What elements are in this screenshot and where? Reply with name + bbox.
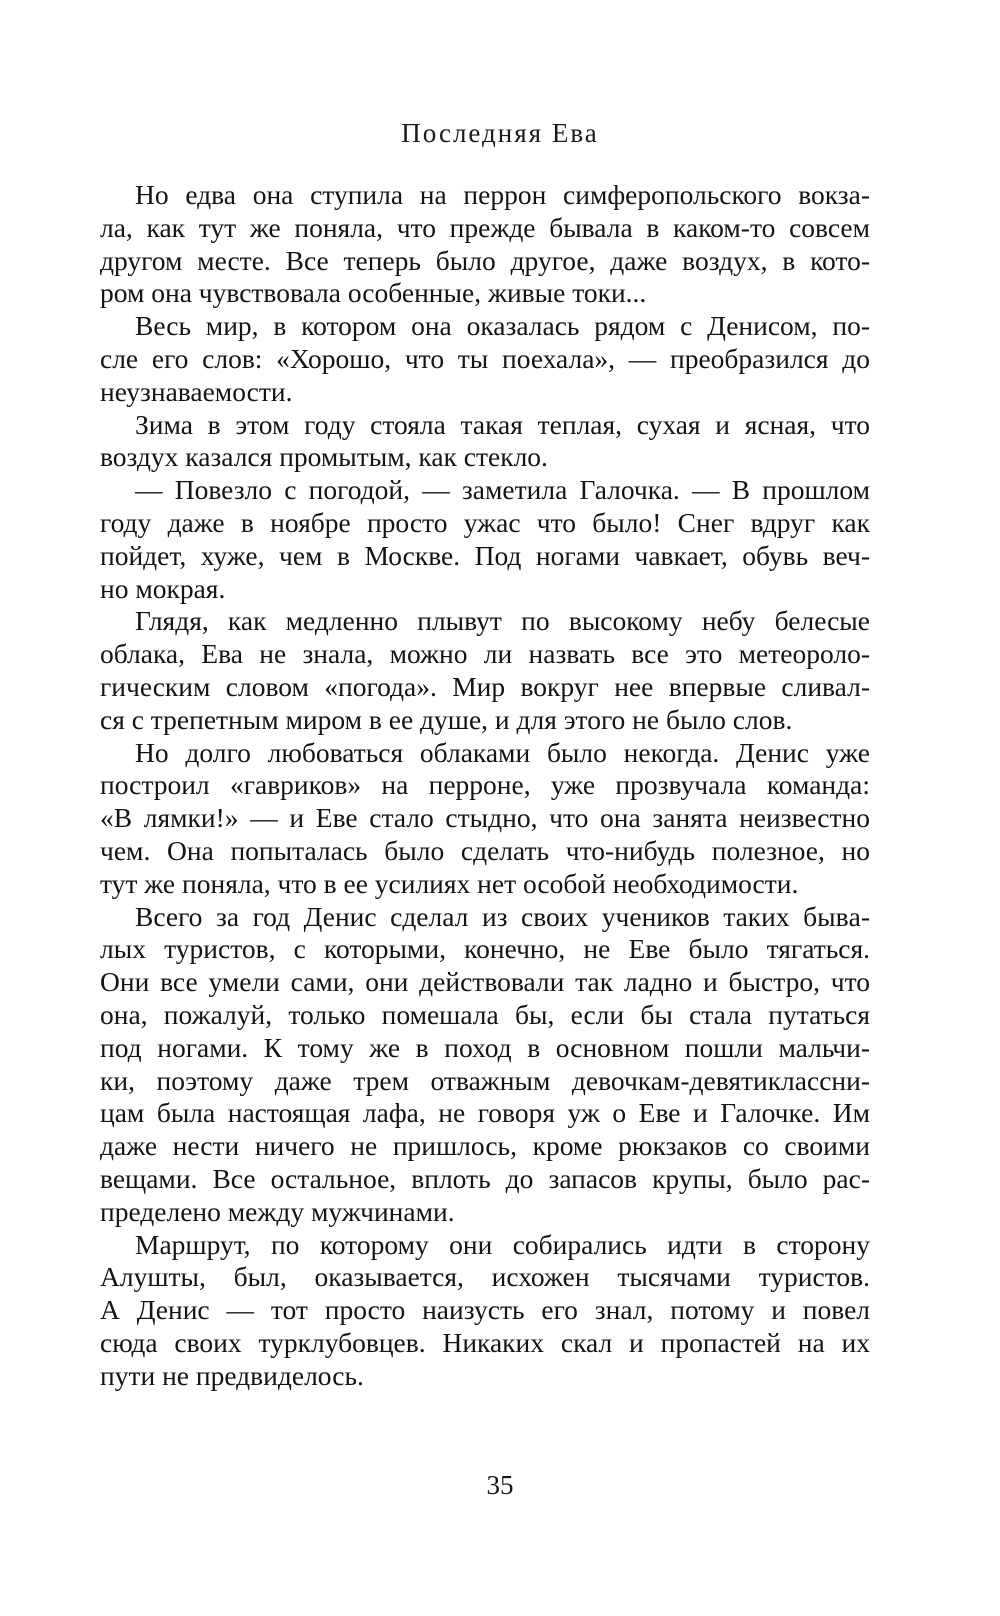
text-line: пределено между мужчинами.: [100, 1195, 455, 1227]
paragraph: [100, 310, 870, 408]
text-line: Глядя, как медленно плывут по высокому небу белесые: [135, 605, 870, 637]
text-line: под ногами. К тому же в поход в основном пошли мальчи-: [100, 1031, 870, 1063]
text-line: даже нести ничего не пришлось, кроме рюкзаков со своими: [100, 1130, 870, 1162]
text-line: гическим словом «погода». Мир вокруг нее впервые сливал-: [100, 670, 870, 702]
text-line: воздух казался промытым, как стекло.: [100, 441, 548, 473]
text-line: она, пожалуй, только помешала бы, если бы стала путаться: [100, 998, 870, 1030]
text-line: — Повезло с погодой, — заметила Галочка. — В прошлом: [135, 474, 870, 506]
text-line: ся с трепетным миром в ее душе, и для этого не было слов.: [100, 703, 793, 735]
text-line: лых туристов, с которыми, конечно, не Еве было тягаться.: [100, 933, 870, 965]
text-line: Весь мир, в котором она оказалась рядом с Денисом, по-: [135, 310, 870, 342]
text-line: тут же поняла, что в ее усилиях нет особой необходимости.: [100, 867, 799, 899]
text-line: Алушты, был, оказывается, исхожен тысячами туристов.: [100, 1261, 870, 1293]
body-text: [100, 179, 870, 1392]
paragraph: [100, 737, 870, 901]
text-line: сюда своих турклубовцев. Никаких скал и пропастей на их: [100, 1326, 870, 1358]
text-line: Они все умели сами, они действовали так ладно и быстро, что: [100, 966, 870, 998]
text-line: вещами. Все остальное, вплоть до запасов крупы, было рас-: [100, 1162, 870, 1194]
text-line: но мокрая.: [100, 572, 226, 604]
paragraph: [100, 409, 870, 475]
text-line: ки, поэтому даже трем отважным девочкам-девятиклассни-: [100, 1064, 870, 1096]
text-line: чем. Она попыталась было сделать что-нибудь полезное, но: [100, 834, 870, 866]
paragraph: [100, 179, 870, 310]
text-line: А Денис — тот просто наизусть его знал, потому и повел: [100, 1294, 870, 1326]
running-title: Последняя Ева: [401, 118, 599, 148]
text-line: пути не предвиделось.: [100, 1359, 364, 1391]
text-line: Зима в этом году стояла такая теплая, сухая и ясная, что: [135, 408, 870, 440]
text-line: году даже в ноябре просто ужас что было! Снег вдруг как: [100, 506, 870, 538]
text-line: облака, Ева не знала, можно ли назвать все это метеороло-: [100, 638, 870, 670]
text-line: цам была настоящая лафа, не говоря уж о Еве и Галочке. Им: [100, 1097, 870, 1129]
text-line: Но долго любоваться облаками было некогда. Денис уже: [135, 736, 870, 768]
text-line: Но едва она ступила на перрон симферопольского вокза-: [135, 179, 870, 210]
text-line: пойдет, хуже, чем в Москве. Под ногами чавкает, обувь веч-: [100, 539, 870, 571]
text-line: Всего за год Денис сделал из своих учеников таких бывa-: [135, 900, 870, 932]
text-line: построил «гавриков» на перроне, уже прозвучала команда:: [100, 769, 870, 801]
text-line: ром она чувствовала особенные, живые токи...: [100, 277, 647, 309]
paragraph: [100, 901, 870, 1229]
page-number: 35: [486, 1470, 514, 1500]
text-line: ла, как тут же поняла, что прежде бывала в каком-то совсем: [100, 211, 870, 243]
paragraph: [100, 474, 870, 605]
text-line: Маршрут, по которому они собирались идти в сторону: [135, 1228, 870, 1260]
text-line: другом месте. Все теперь было другое, даже воздух, в кото-: [100, 244, 870, 276]
paragraph: [100, 1229, 870, 1393]
text-line: неузнаваемости.: [100, 375, 293, 407]
text-line: «В лямки!» — и Еве стало стыдно, что она занята неизвестно: [100, 802, 870, 834]
text-line: сле его слов: «Хорошо, что ты поехала», — преобразился до: [100, 342, 870, 374]
paragraph: [100, 605, 870, 736]
